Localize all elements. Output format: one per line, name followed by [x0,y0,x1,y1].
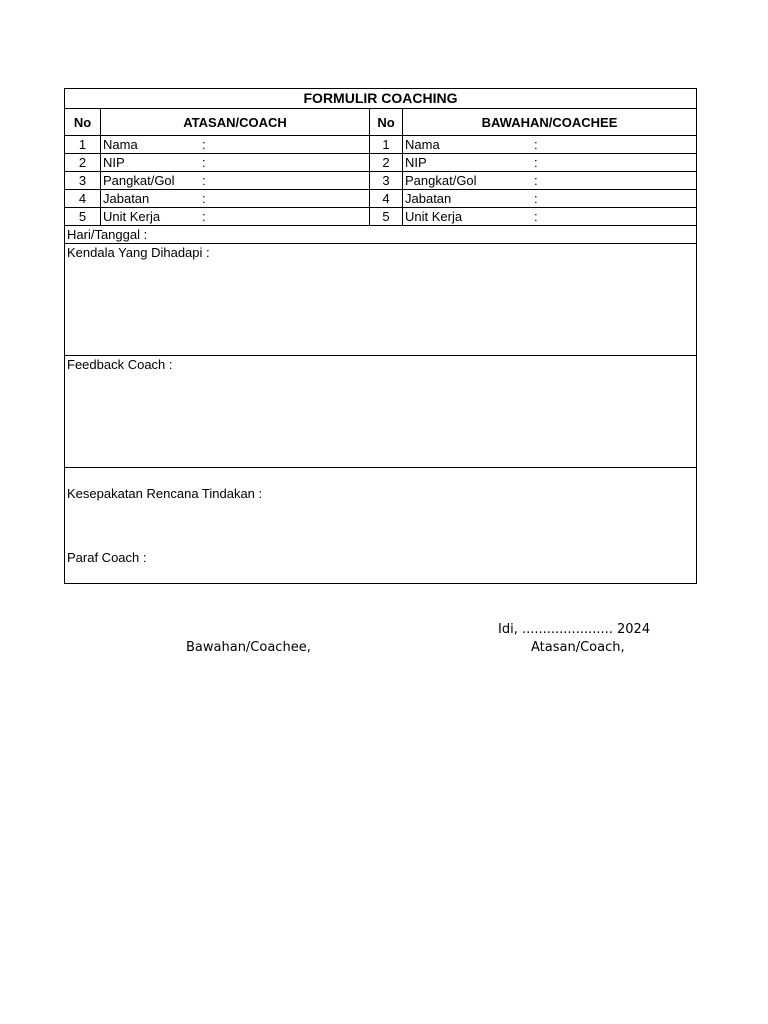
paraf-coach-label: Paraf Coach : [67,550,147,565]
field-colon: : [534,137,538,152]
field-colon: : [534,209,538,224]
feedback-coach-field[interactable]: Feedback Coach : [65,356,697,468]
coach-pangkat-field[interactable] [101,172,370,190]
field-colon: : [202,155,206,170]
table-row [65,154,697,172]
kesepakatan-paraf-section[interactable] [65,468,697,584]
coach-unit-kerja-field[interactable] [101,208,370,226]
field-label: Pangkat/Gol [405,173,477,188]
field-colon: : [534,155,538,170]
field-label: Unit Kerja [103,209,161,224]
coachee-nip-field[interactable] [403,154,697,172]
table-row [65,136,697,154]
field-label: Jabatan [405,191,452,206]
row-number: 1 [65,136,101,154]
table-row [65,190,697,208]
row-number: 5 [65,208,101,226]
coachee-nama-field[interactable] [403,136,697,154]
field-colon: : [534,191,538,206]
field-label: NIP [103,155,125,170]
field-label: NIP [405,155,427,170]
field-colon: : [534,173,538,188]
kesepakatan-label: Kesepakatan Rencana Tindakan : [67,486,263,501]
coachee-pangkat-field[interactable] [403,172,697,190]
field-colon: : [202,137,206,152]
coachee-signature-label: Bawahan/Coachee, [186,640,311,655]
col-no-right: No [370,109,403,136]
coachee-unit-kerja-field[interactable] [403,208,697,226]
field-label: Unit Kerja [405,209,463,224]
field-label: Pangkat/Gol [103,173,175,188]
coachee-jabatan-field[interactable] [403,190,697,208]
field-colon: : [202,173,206,188]
table-row [65,172,697,190]
row-number: 4 [370,190,403,208]
right-header: BAWAHAN/COACHEE [403,109,697,136]
row-number: 3 [370,172,403,190]
field-label: Jabatan [103,191,150,206]
row-number: 2 [65,154,101,172]
row-number: 1 [370,136,403,154]
table-row [65,208,697,226]
coach-signature-label: Atasan/Coach, [531,640,625,655]
field-label: Nama [405,137,440,152]
row-number: 5 [370,208,403,226]
row-number: 2 [370,154,403,172]
form-title: FORMULIR COACHING [65,89,697,109]
coaching-form-table [64,88,697,584]
hari-tanggal-field[interactable]: Hari/Tanggal : [65,226,697,244]
place-date: Idi, ...................... 2024 [498,622,651,637]
col-no-left: No [65,109,101,136]
field-colon: : [202,209,206,224]
coach-nip-field[interactable] [101,154,370,172]
kendala-field[interactable]: Kendala Yang Dihadapi : [65,244,697,356]
row-number: 4 [65,190,101,208]
field-label: Nama [103,137,138,152]
coach-nama-field[interactable] [101,136,370,154]
coach-jabatan-field[interactable] [101,190,370,208]
row-number: 3 [65,172,101,190]
left-header: ATASAN/COACH [101,109,370,136]
field-colon: : [202,191,206,206]
